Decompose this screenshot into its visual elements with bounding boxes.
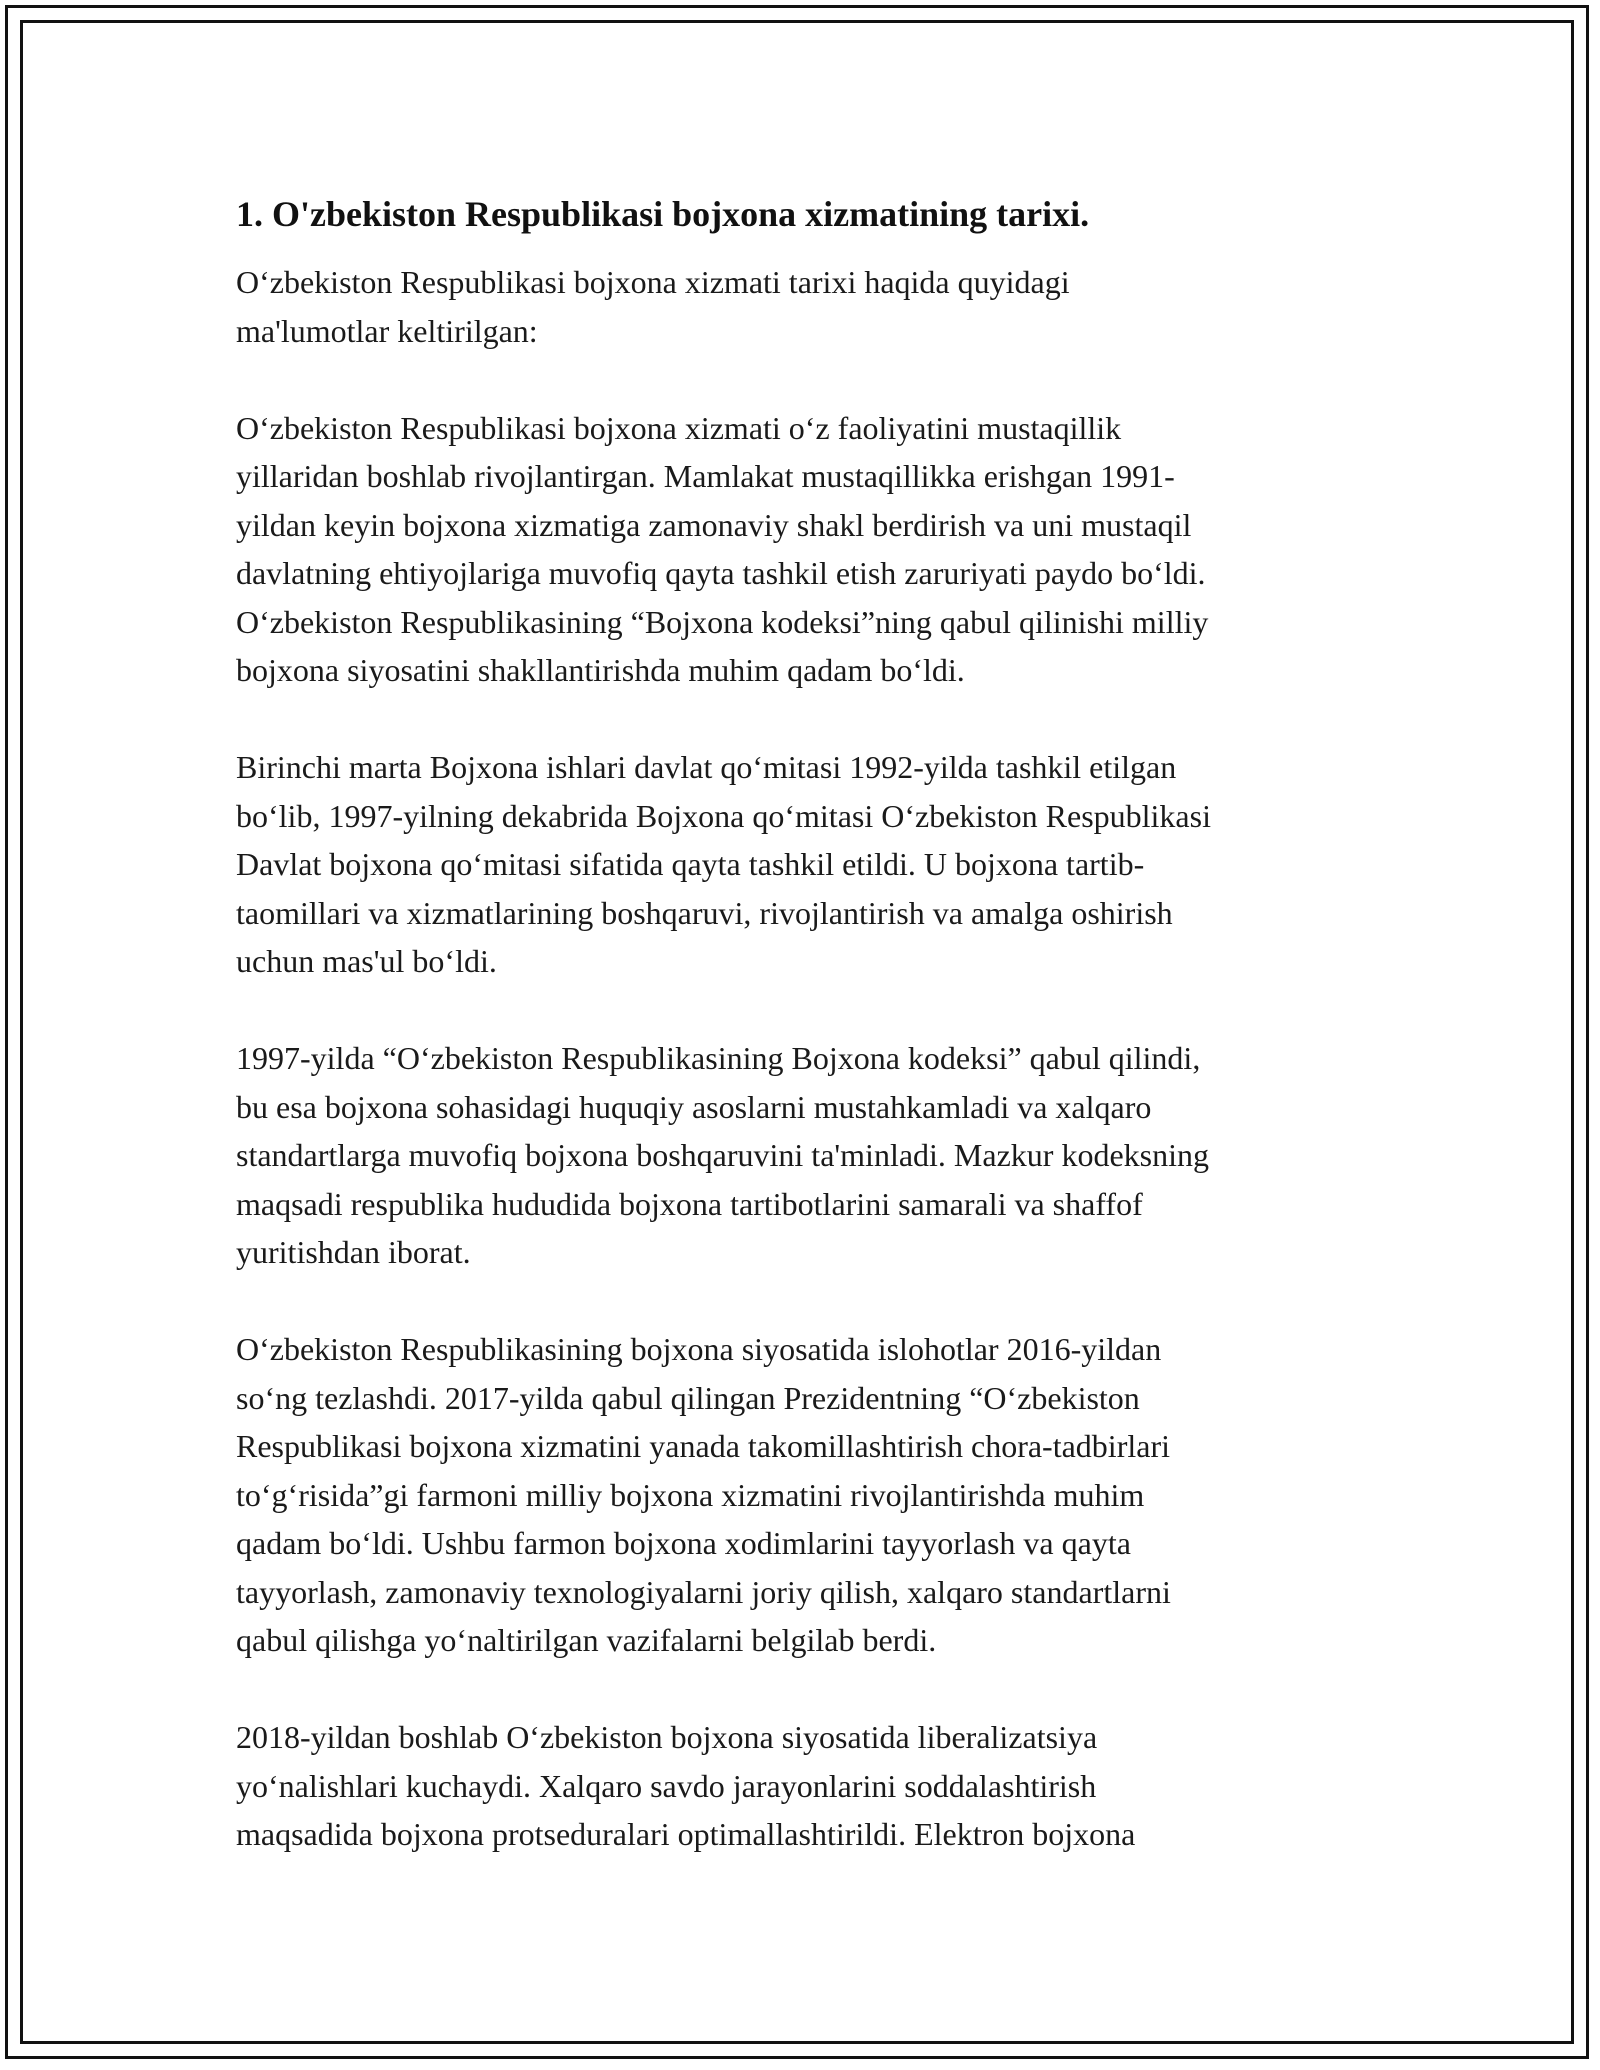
paragraph-line: uchun mas'ul bo‘ldi.	[236, 943, 497, 979]
paragraph-line: to‘g‘risida”gi farmoni milliy bojxona xizmatini rivojlantirishda muhim	[236, 1476, 1145, 1513]
paragraph-line: Davlat bojxona qo‘mitasi sifatida qayta tashkil etildi. U bojxona tartib-	[236, 846, 1145, 882]
paragraph-line: maqsadida bojxona protseduralari optimallashtirildi. Elektron bojxona	[236, 1816, 1136, 1852]
paragraph-line: Birinchi marta Bojxona ishlari davlat qo‘mitasi 1992-yilda tashkil etilgan	[236, 749, 1177, 785]
paragraph-line: qadam bo‘ldi. Ushbu farmon bojxona xodimlarini tayyorlash va qayta	[236, 1525, 1131, 1561]
paragraph-line: bu esa bojxona sohasidagi huquqiy asoslarni mustahkamladi va xalqaro	[236, 1088, 1152, 1125]
paragraph-line: O‘zbekiston Respublikasi bojxona xizmati tarixi haqida quyidagi	[236, 264, 1070, 300]
paragraph-line: 1997-yilda “O‘zbekiston Respublikasining Bojxona kodeksi” qabul qilindi,	[236, 1040, 1201, 1076]
paragraph-committee	[236, 743, 1366, 986]
paragraph-line: maqsadi respublika hududida bojxona tartibotlarini samarali va shaffof	[236, 1185, 1143, 1222]
paragraph-line: O‘zbekiston Respublikasining bojxona siyosatida islohotlar 2016-yildan	[236, 1331, 1162, 1367]
document-body	[236, 188, 1366, 1907]
paragraph-line: bo‘lib, 1997-yilning dekabrida Bojxona qo‘mitasi O‘zbekiston Respublikasi	[236, 797, 1211, 834]
paragraph-intro	[236, 258, 1366, 355]
paragraph-line: yo‘nalishlari kuchaydi. Xalqaro savdo jarayonlarini soddalashtirish	[236, 1767, 1097, 1804]
paragraph-line: 2018-yildan boshlab O‘zbekiston bojxona siyosatida liberalizatsiya	[236, 1719, 1098, 1755]
paragraph-reforms	[236, 1325, 1366, 1665]
paragraph-line: Respublikasi bojxona xizmatini yanada takomillashtirish chora-tadbirlari	[236, 1428, 1170, 1464]
paragraph-line: qabul qilishga yo‘naltirilgan vazifalarni belgilab berdi.	[236, 1622, 937, 1658]
paragraph-line: bojxona siyosatini shakllantirishda muhim qadam bo‘ldi.	[236, 652, 965, 688]
paragraph-line: standartlarga muvofiq bojxona boshqaruvini ta'minladi. Mazkur kodeksning	[236, 1137, 1209, 1173]
paragraph-independence	[236, 404, 1366, 695]
paragraph-customs-code	[236, 1034, 1366, 1277]
paragraph-line: so‘ng tezlashdi. 2017-yilda qabul qilingan Prezidentning “O‘zbekiston	[236, 1379, 1140, 1416]
paragraph-line: davlatning ehtiyojlariga muvofiq qayta tashkil etish zaruriyati paydo bo‘ldi.	[236, 555, 1206, 591]
paragraph-line: yildan keyin bojxona xizmatiga zamonaviy shakl berdirish va uni mustaqil	[236, 506, 1192, 543]
paragraph-line: tayyorlash, zamonaviy texnologiyalarni joriy qilish, xalqaro standartlarni	[236, 1573, 1171, 1610]
paragraph-liberalization	[236, 1713, 1366, 1859]
paragraph-line: yillaridan boshlab rivojlantirgan. Mamlakat mustaqillikka erishgan 1991-	[236, 458, 1175, 494]
paragraph-line: O‘zbekiston Respublikasi bojxona xizmati o‘z faoliyatini mustaqillik	[236, 409, 1122, 446]
paragraph-line: O‘zbekiston Respublikasining “Bojxona kodeksi”ning qabul qilinishi milliy	[236, 603, 1209, 640]
paragraph-line: taomillari va xizmatlarining boshqaruvi, rivojlantirish va amalga oshirish	[236, 894, 1173, 931]
paragraph-line: yuritishdan iborat.	[236, 1234, 471, 1270]
paragraph-line: ma'lumotlar keltirilgan:	[236, 312, 538, 349]
section-heading: 1. O'zbekiston Respublikasi bojxona xizmatining tarixi.	[236, 194, 1090, 234]
